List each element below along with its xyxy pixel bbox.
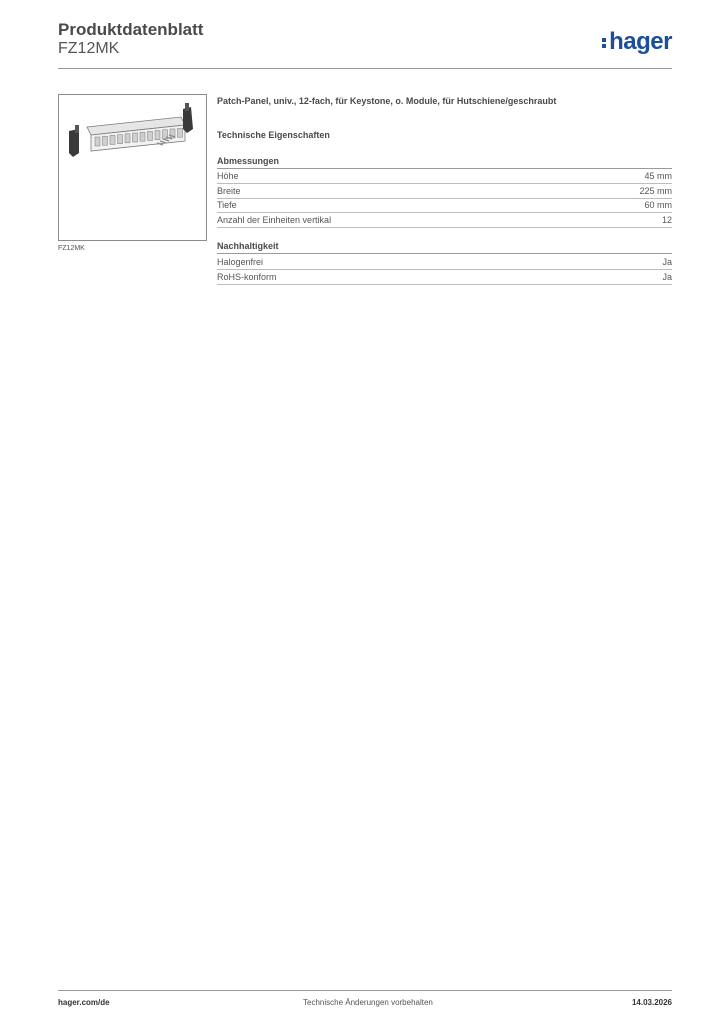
image-caption: FZ12MK [58,245,85,252]
spec-value: 45 mm [644,171,672,181]
spec-row [217,184,672,199]
spec-value: 12 [661,214,672,225]
spec-label: Breite [217,185,241,196]
product-code: FZ12MK [58,40,120,57]
spec-value: 60 mm [644,200,672,210]
spec-row [217,169,672,184]
footer-note: Technische Änderungen vorbehalten [303,998,433,1007]
logo-dots-icon [602,36,607,50]
spec-row [217,255,672,270]
dimensions-heading: Abmessungen [217,156,672,169]
product-description: Patch-Panel, univ., 12-fach, für Keystone, o. Module, für Hutschiene/geschraubt [217,96,557,106]
spec-label: Höhe [217,171,239,181]
logo-text: hager [609,28,672,55]
footer-divider [58,990,672,991]
spec-label: Halogenfrei [217,257,264,267]
technical-properties-heading: Technische Eigenschaften [217,130,330,140]
product-image [58,94,207,241]
footer-date: 14.03.2026 [631,998,672,1007]
page-header [58,20,672,68]
hager-logo[interactable] [602,28,672,56]
product-content [217,94,672,282]
spec-label: RoHS-konform [217,271,277,282]
document-title: Produktdatenblatt [58,20,204,39]
sustainability-heading: Nachhaltigkeit [217,241,672,254]
spec-label: Anzahl der Einheiten vertikal [217,214,332,225]
spec-value: Ja [662,271,672,282]
header-divider [58,68,672,69]
spec-row [217,270,672,285]
spec-label: Tiefe [217,200,237,210]
patch-panel-illustration [59,95,206,240]
footer-website-link[interactable]: hager.com/de [58,998,110,1007]
spec-value: 225 mm [639,185,672,196]
spec-row [217,213,672,228]
spec-value: Ja [662,257,672,267]
page-footer [58,998,672,1012]
spec-row [217,198,672,213]
